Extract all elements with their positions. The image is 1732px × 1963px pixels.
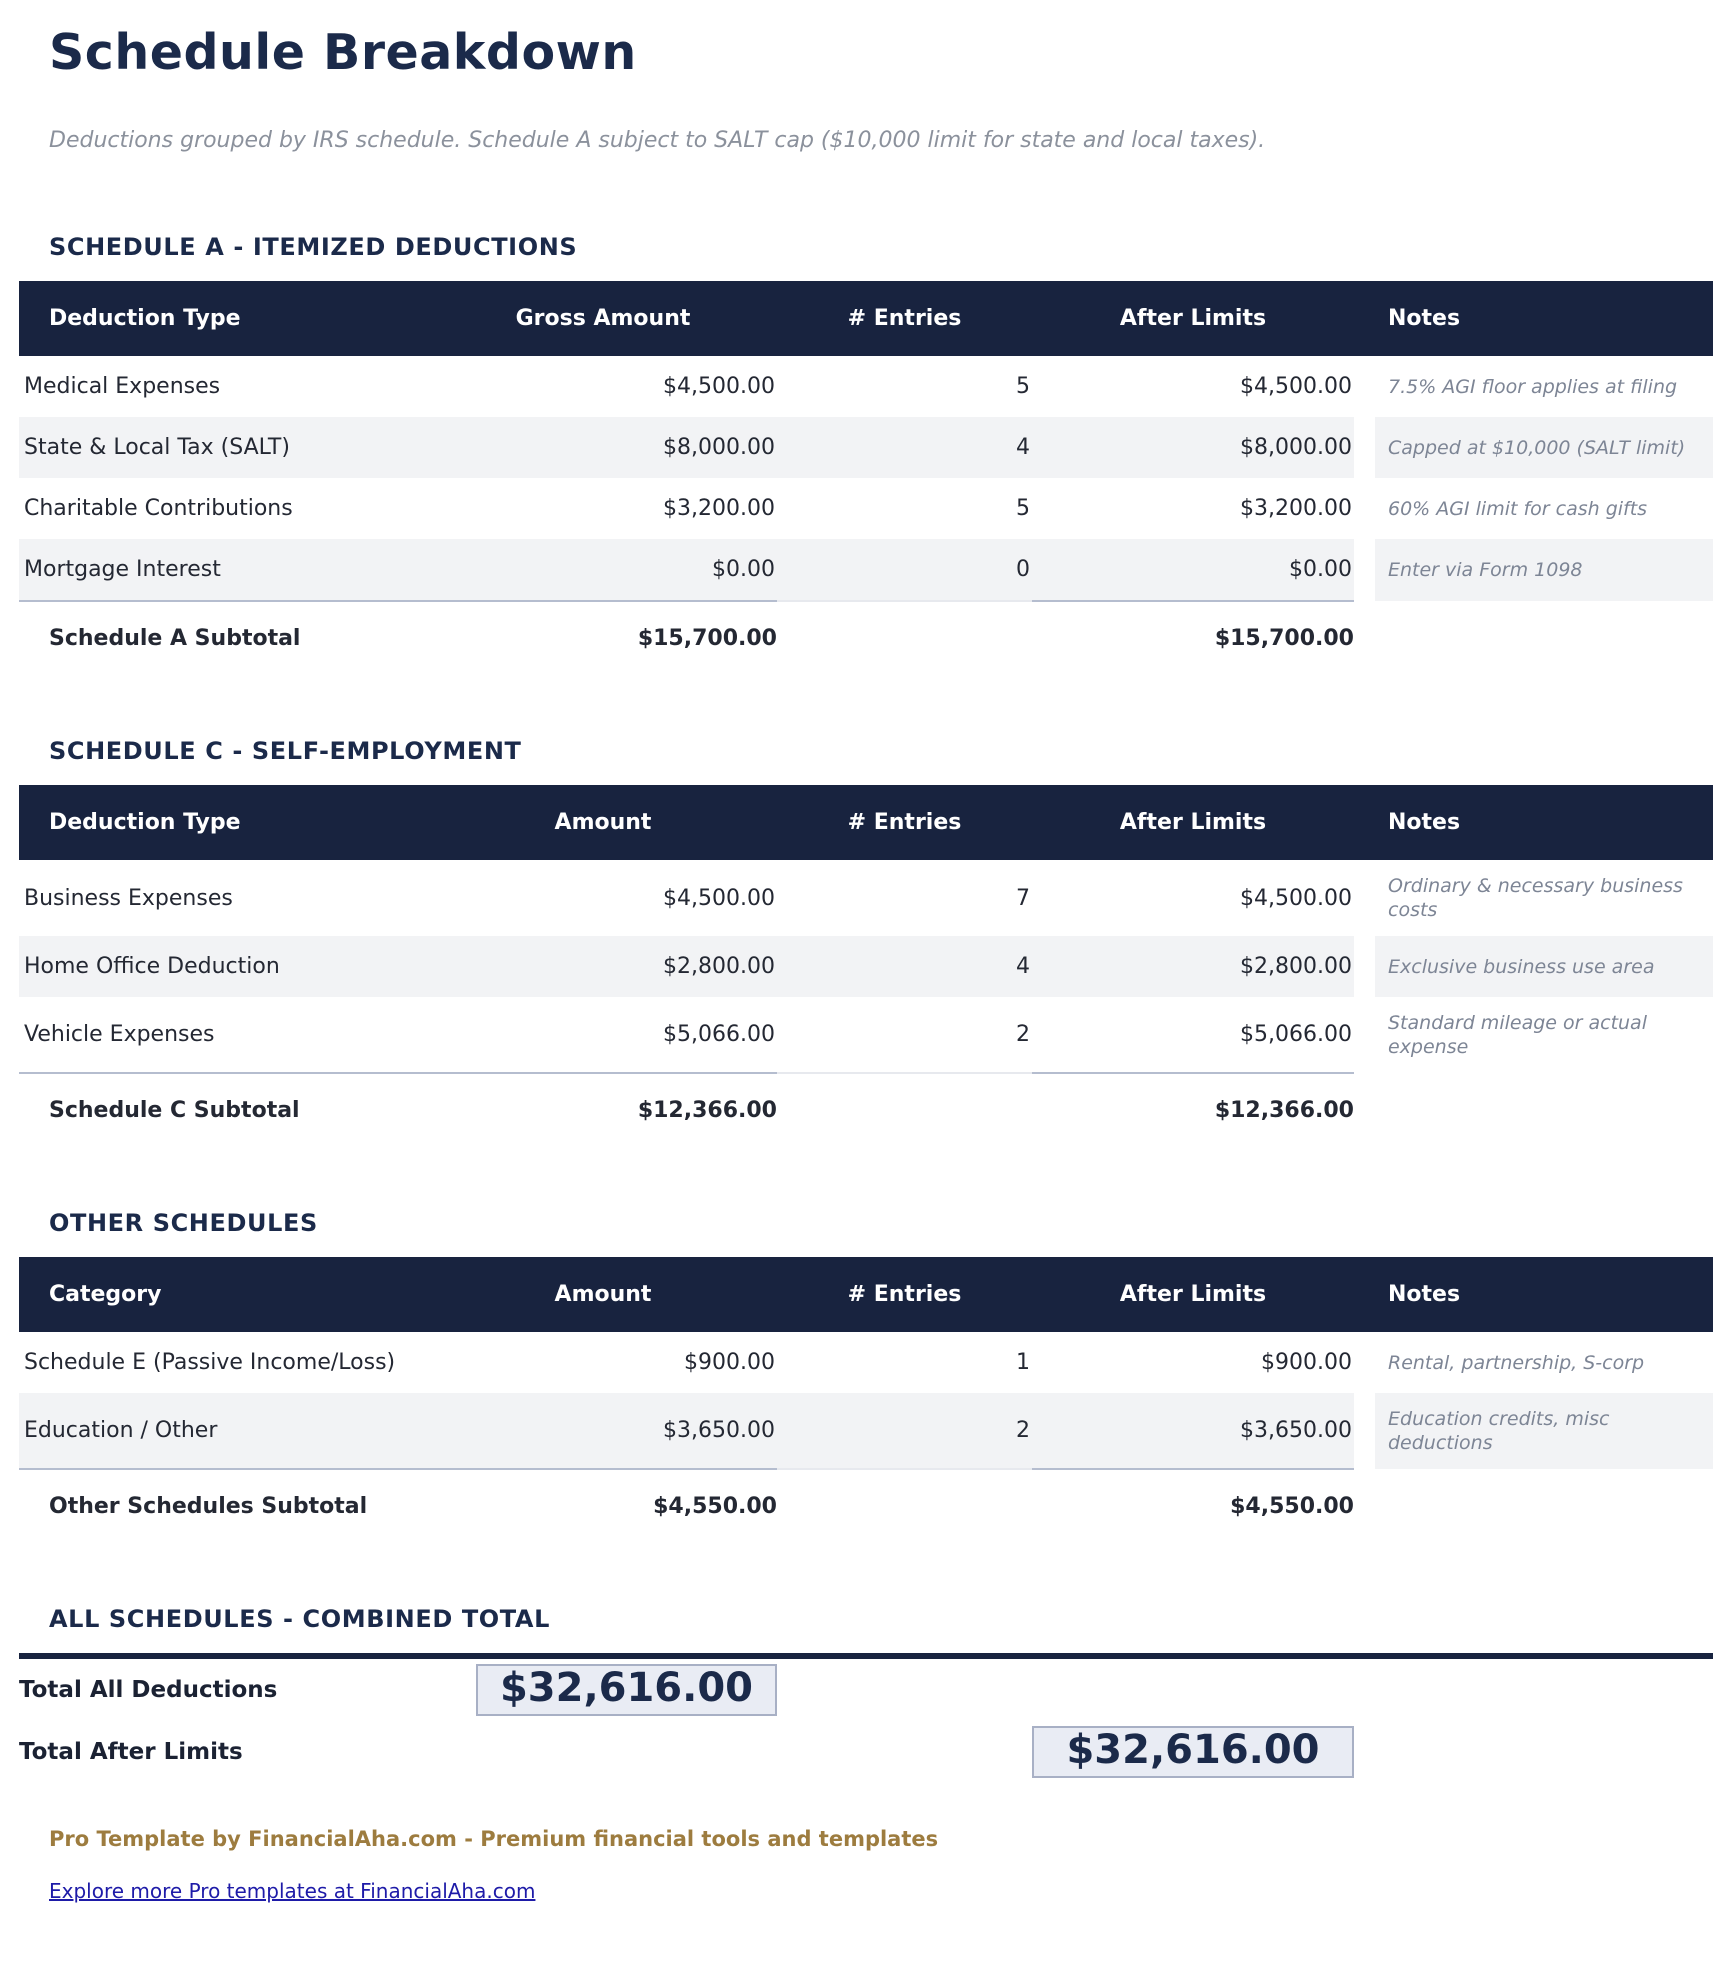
cell-after-limits: $900.00	[1261, 1350, 1352, 1375]
table-row	[19, 539, 1713, 601]
section-heading-other-schedules: OTHER SCHEDULES	[49, 1209, 318, 1237]
total-row	[19, 1656, 1713, 1721]
column-gap	[1354, 281, 1375, 356]
table-row	[19, 860, 1713, 936]
subtotal-entries-empty	[777, 1073, 1032, 1151]
cell-gap	[1354, 1393, 1375, 1469]
cell-entries: 4	[777, 936, 1032, 997]
cell-notes: 60% AGI limit for cash gifts	[1388, 497, 1648, 520]
subtotal-after-limits: $4,550.00	[1032, 1469, 1354, 1547]
table-row	[19, 1332, 1713, 1393]
table-header-row	[19, 281, 1713, 356]
cell-deduction-type: Business Expenses	[24, 885, 233, 911]
cell-gap	[1354, 417, 1375, 478]
cell-notes: Ordinary & necessary business costs	[1388, 875, 1683, 921]
cell-notes: Rental, partnership, S-corp	[1388, 1351, 1645, 1374]
subtotal-row	[19, 1469, 1713, 1547]
table-row	[19, 356, 1713, 417]
col-header-notes: Notes	[1375, 281, 1713, 356]
cell-after-limits: $0.00	[1032, 539, 1354, 601]
other-schedules-table	[19, 1257, 1713, 1547]
other-schedules-section	[19, 1209, 1713, 1547]
subtotal-label: Other Schedules Subtotal	[19, 1469, 429, 1547]
subtotal-amount: $12,366.00	[429, 1073, 777, 1151]
cell-deduction-type: Medical Expenses	[24, 374, 221, 399]
subtotal-after-limits: $12,366.00	[1032, 1073, 1354, 1151]
subtotal-row	[19, 601, 1713, 679]
cell-notes: Standard mileage or actual expense	[1388, 1012, 1647, 1058]
cell-entries: 5	[1016, 496, 1030, 521]
branding-text: Pro Template by FinancialAha.com - Premium financial tools and templates	[49, 1827, 939, 1851]
cell-notes: Capped at $10,000 (SALT limit)	[1375, 417, 1713, 478]
total-all-deductions-cell	[429, 1656, 777, 1721]
subtotal-label: Schedule A Subtotal	[19, 601, 429, 679]
cell-after-limits: $5,066.00	[1240, 1022, 1352, 1047]
cell-amount: $4,500.00	[663, 885, 775, 911]
subtotal-notes-empty	[1375, 1469, 1713, 1547]
col-header-amount: Amount	[429, 1257, 777, 1332]
total-all-deductions-value: $32,616.00	[476, 1664, 777, 1716]
total-after-limits-cell	[1032, 1721, 1354, 1783]
subtotal-entries-empty	[777, 1469, 1032, 1547]
cell-deduction-type: Charitable Contributions	[24, 496, 293, 521]
total-all-deductions-label: Total All Deductions	[19, 1676, 278, 1703]
col-header-entries: # Entries	[777, 281, 1032, 356]
table-header-row	[19, 785, 1713, 860]
col-header-after-limits: After Limits	[1032, 281, 1354, 356]
cell-after-limits: $4,500.00	[1240, 374, 1352, 399]
page-title: Schedule Breakdown	[49, 24, 637, 81]
cell-amount: $8,000.00	[429, 417, 777, 478]
page-subtitle: Deductions grouped by IRS schedule. Schedule A subject to SALT cap ($10,000 limit for state and local taxes).	[49, 128, 1266, 153]
schedule-a-table	[19, 281, 1713, 679]
col-header-deduction-type: Deduction Type	[19, 281, 429, 356]
cell-notes: Education credits, misc deductions	[1375, 1393, 1713, 1469]
explore-templates-link[interactable]: Explore more Pro templates at FinancialAha.com	[49, 1879, 536, 1903]
subtotal-amount: $15,700.00	[429, 601, 777, 679]
combined-total-table	[19, 1653, 1713, 1783]
cell-deduction-type: Vehicle Expenses	[24, 1022, 215, 1047]
cell-gap	[1354, 1469, 1375, 1547]
cell-deduction-type: Mortgage Interest	[19, 539, 429, 601]
total-after-limits-label: Total After Limits	[19, 1738, 243, 1765]
col-header-after-limits: After Limits	[1032, 785, 1354, 860]
table-row	[19, 936, 1713, 997]
cell-entries: 0	[777, 539, 1032, 601]
table-row	[19, 1393, 1713, 1469]
cell-entries: 1	[1016, 1350, 1030, 1375]
section-heading-schedule-a: SCHEDULE A - ITEMIZED DEDUCTIONS	[49, 233, 578, 261]
section-heading-combined-total: ALL SCHEDULES - COMBINED TOTAL	[49, 1605, 550, 1633]
cell-after-limits: $8,000.00	[1032, 417, 1354, 478]
col-header-gross-amount: Gross Amount	[429, 281, 777, 356]
column-gap	[1354, 1257, 1375, 1332]
cell-amount: $3,650.00	[429, 1393, 777, 1469]
cell-entries: 7	[1016, 885, 1030, 911]
col-header-after-limits: After Limits	[1032, 1257, 1354, 1332]
table-row	[19, 478, 1713, 539]
cell-gap	[1354, 997, 1375, 1073]
cell-deduction-type: Home Office Deduction	[19, 936, 429, 997]
table-row	[19, 417, 1713, 478]
subtotal-entries-empty	[777, 601, 1032, 679]
cell-amount: $4,500.00	[663, 374, 775, 399]
col-header-entries: # Entries	[777, 1257, 1032, 1332]
cell-gap	[1354, 1073, 1375, 1151]
cell-entries: 2	[777, 1393, 1032, 1469]
cell-category: Education / Other	[19, 1393, 429, 1469]
cell-gap	[1354, 539, 1375, 601]
cell-amount: $3,200.00	[663, 496, 775, 521]
table-row	[19, 997, 1713, 1073]
subtotal-notes-empty	[1375, 601, 1713, 679]
column-gap	[1354, 785, 1375, 860]
subtotal-after-limits: $15,700.00	[1032, 601, 1354, 679]
page-footer	[19, 1827, 1713, 1903]
cell-gap	[1354, 936, 1375, 997]
cell-notes: Exclusive business use area	[1375, 936, 1713, 997]
schedule-c-section	[19, 737, 1713, 1151]
cell-gap	[1354, 1332, 1375, 1393]
subtotal-label: Schedule C Subtotal	[19, 1073, 429, 1151]
subtotal-notes-empty	[1375, 1073, 1713, 1151]
cell-after-limits: $3,650.00	[1032, 1393, 1354, 1469]
col-header-entries: # Entries	[777, 785, 1032, 860]
table-header-row	[19, 1257, 1713, 1332]
cell-deduction-type: State & Local Tax (SALT)	[19, 417, 429, 478]
combined-total-section	[19, 1605, 1713, 1783]
cell-after-limits: $3,200.00	[1240, 496, 1352, 521]
subtotal-row	[19, 1073, 1713, 1151]
cell-notes: 7.5% AGI floor applies at filing	[1388, 375, 1678, 398]
cell-gap	[1354, 860, 1375, 936]
subtotal-amount: $4,550.00	[429, 1469, 777, 1547]
col-header-notes: Notes	[1375, 785, 1713, 860]
cell-category: Schedule E (Passive Income/Loss)	[24, 1350, 396, 1375]
cell-amount: $900.00	[684, 1350, 775, 1375]
col-header-category: Category	[19, 1257, 429, 1332]
cell-gap	[1354, 601, 1375, 679]
total-after-limits-value: $32,616.00	[1032, 1726, 1354, 1778]
cell-entries: 2	[1016, 1022, 1030, 1047]
cell-entries: 5	[1016, 374, 1030, 399]
cell-after-limits: $2,800.00	[1032, 936, 1354, 997]
cell-notes: Enter via Form 1098	[1375, 539, 1713, 601]
cell-amount: $2,800.00	[429, 936, 777, 997]
total-row	[19, 1721, 1713, 1783]
section-heading-schedule-c: SCHEDULE C - SELF-EMPLOYMENT	[49, 737, 522, 765]
cell-gap	[1354, 478, 1375, 539]
cell-entries: 4	[777, 417, 1032, 478]
schedule-a-section	[19, 233, 1713, 679]
col-header-deduction-type: Deduction Type	[19, 785, 429, 860]
cell-gap	[1354, 356, 1375, 417]
cell-amount: $5,066.00	[663, 1022, 775, 1047]
cell-after-limits: $4,500.00	[1240, 885, 1352, 911]
col-header-amount: Amount	[429, 785, 777, 860]
schedule-c-table	[19, 785, 1713, 1151]
col-header-notes: Notes	[1375, 1257, 1713, 1332]
cell-amount: $0.00	[429, 539, 777, 601]
